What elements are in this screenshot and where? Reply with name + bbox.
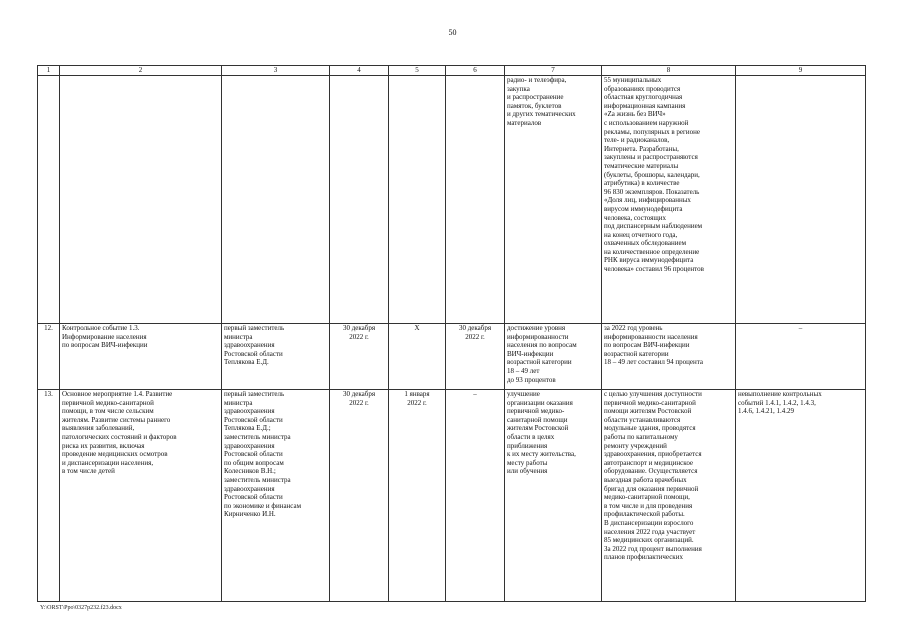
event-cell: Основное мероприятие 1.4. Развитие первичной медико-санитарной помощи, в том числе сельским жителям. Развитие системы раннего выявления заболеваний, патологических состояний и факторов риска их развития, включая проведение медицинских осмотров и диспансеризации населения, в том числе детей [60, 390, 222, 602]
row-number [38, 76, 60, 324]
start-date-cell: 30 декабря 2022 г. [330, 390, 389, 602]
column-number: 4 [330, 66, 389, 76]
actual-result-cell: 55 муниципальных образованиях проводится областная круглогодичная информационная кампания «Za жизнь без ВИЧ» с использованием наружной рекламы, популярных в регионе теле- и радиоканалов, Интернета. Разработаны, закуплены и распространяются тематические материалы (буклеты, брошюры, календари, атрибутика) в количестве 96 830 экземпляров. Показатель «Доля лиц, инфицированных вирусом иммунодефицита человека, состоящих под диспансерным наблюдением на конец отчетного года, охваченных обследованием на количественное определение РНК вируса иммунодефицита человека» составил 96 процентов [602, 76, 736, 324]
table-row [38, 76, 866, 324]
end-date-cell [389, 76, 446, 324]
column-number: 5 [389, 66, 446, 76]
report-table [37, 65, 866, 602]
event-cell: Контрольное событие 1.3. Информирование населения по вопросам ВИЧ-инфекции [60, 324, 222, 390]
column-number: 8 [602, 66, 736, 76]
end-date-cell: Х [389, 324, 446, 390]
end-date-cell: 1 января 2022 г. [389, 390, 446, 602]
actual-result-cell: за 2022 год уровень информированности населения по вопросам ВИЧ-инфекции возрастной категории 18 – 49 лет составил 94 процента [602, 324, 736, 390]
notes-cell [736, 76, 866, 324]
page-number: 50 [448, 28, 457, 37]
event-cell [60, 76, 222, 324]
start-date-cell: 30 декабря 2022 г. [330, 324, 389, 390]
start-date-cell [330, 76, 389, 324]
column-number: 6 [446, 66, 505, 76]
notes-cell: – [736, 324, 866, 390]
table-row [38, 390, 866, 602]
actual-result-cell: с целью улучшения доступности первичной медико-санитарной помощи жителям Ростовской области устанавливаются модульные здания, проводятся работы по капитальному ремонту учреждений здравоохранения, приобретается автотранспорт и медицинское оборудование. Осуществляется выездная работа врачебных бригад для оказания первичной медико-санитарной помощи, в том числе и для проведения профилактической работы. В диспансеризации взрослого населения 2022 года участвует 85 медицинских организаций. За 2022 год процент выполнения планов профилактических [602, 390, 736, 602]
column-number: 9 [736, 66, 866, 76]
actual-date-cell: 30 декабря 2022 г. [446, 324, 505, 390]
responsible-cell [222, 76, 330, 324]
actual-date-cell: – [446, 390, 505, 602]
column-number-row [38, 66, 866, 76]
row-number: 12. [38, 324, 60, 390]
actual-date-cell [446, 76, 505, 324]
row-number: 13. [38, 390, 60, 602]
notes-cell: невыполнение контрольных событий 1.4.1, 1.4.2, 1.4.3, 1.4.6, 1.4.21, 1.4.29 [736, 390, 866, 602]
column-number: 3 [222, 66, 330, 76]
column-number: 2 [60, 66, 222, 76]
expected-result-cell: достижение уровня информированности населения по вопросам ВИЧ-инфекции возрастной категории 18 – 49 лет до 93 процентов [505, 324, 602, 390]
footer-file-path: Y:\ORST\Ppo\0327p232.f23.docx [40, 605, 122, 611]
column-number: 1 [38, 66, 60, 76]
expected-result-cell: улучшение организации оказания первичной медико- санитарной помощи жителям Ростовской области в целях приближения к их месту жительства, месту работы или обучения [505, 390, 602, 602]
expected-result-cell: радио- и телеэфира, закупка и распространение памяток, буклетов и других тематических материалов [505, 76, 602, 324]
column-number: 7 [505, 66, 602, 76]
responsible-cell: первый заместитель министра здравоохранения Ростовской области Теплякова Е.Д. [222, 324, 330, 390]
table-row [38, 324, 866, 390]
responsible-cell: первый заместитель министра здравоохранения Ростовской области Теплякова Е.Д.; заместитель министра здравоохранения Ростовской области по общим вопросам Колесников В.Н.; заместитель министра здравоохранения Ростовской области по экономике и финансам Кирниченко И.Н. [222, 390, 330, 602]
